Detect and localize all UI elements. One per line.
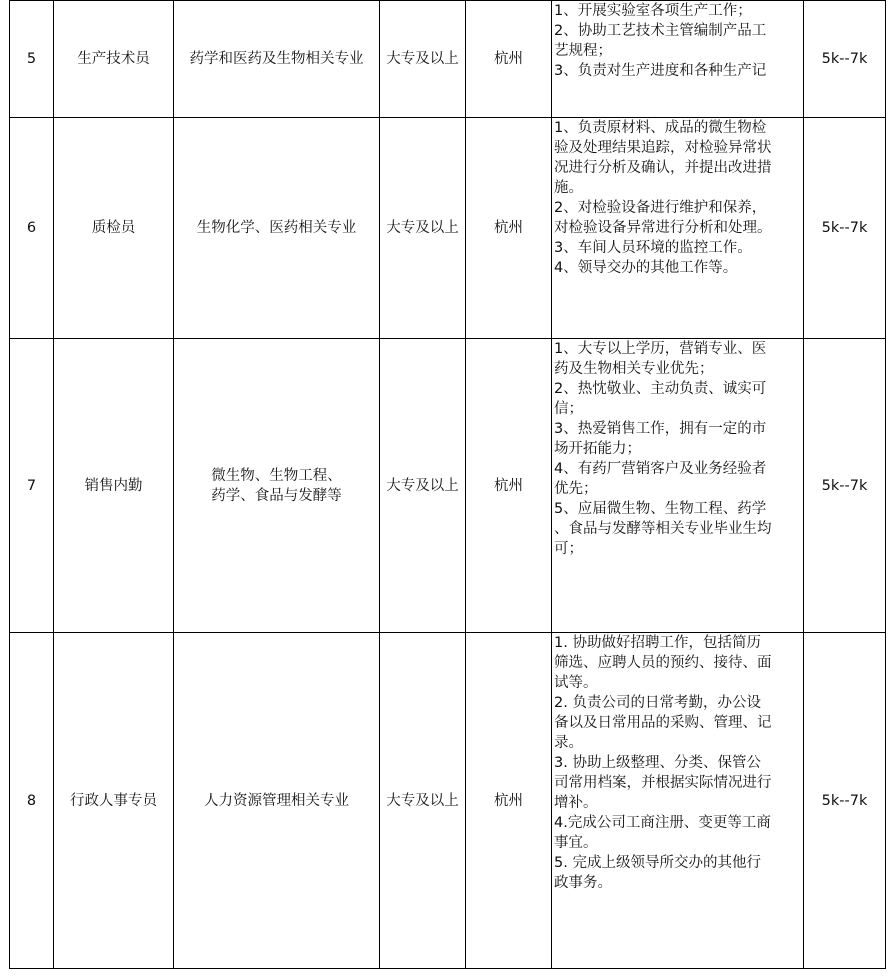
major-cell — [174, 633, 380, 969]
job-table — [9, 0, 886, 969]
duty-line: 增补。 — [554, 795, 598, 811]
duty-line: 3. 协助上级整理、分类、保管公 — [554, 755, 761, 771]
duty-line: 信； — [554, 401, 583, 417]
duty-line: 1、大专以上学历，营销专业、医 — [554, 341, 767, 357]
duty-line: 筛选、应聘人员的预约、接待、面 — [554, 655, 772, 671]
major-cell — [174, 118, 380, 339]
duty-line: 4、有药厂营销客户及业务经验者 — [554, 461, 767, 477]
education-cell: 大专及以上 — [380, 633, 466, 969]
duties-cell — [552, 339, 804, 633]
row-number-cell: 6 — [10, 118, 54, 339]
salary-cell: 5k--7k — [804, 118, 886, 339]
duty-line: 艺规程； — [554, 43, 612, 59]
duty-line: 政事务。 — [554, 875, 612, 891]
table-row — [10, 339, 886, 633]
job-title-cell: 生产技术员 — [54, 1, 174, 118]
education-cell: 大专及以上 — [380, 1, 466, 118]
duty-line: 试等。 — [554, 675, 598, 691]
duty-line: 对检验设备异常进行分析和处理。 — [554, 220, 772, 236]
major-line: 药学和医药及生物相关专业 — [189, 51, 364, 67]
duty-line: 4.完成公司工商注册、变更等工商 — [554, 815, 771, 831]
row-number-cell: 5 — [10, 1, 54, 118]
education-cell: 大专及以上 — [380, 339, 466, 633]
duty-line: 施。 — [554, 180, 583, 196]
duties-cell — [552, 1, 804, 118]
major-cell — [174, 339, 380, 633]
duty-line: 2、对检验设备进行维护和保养， — [554, 200, 767, 216]
duty-line: 场开拓能力； — [554, 441, 641, 457]
duty-line: 优先； — [554, 481, 598, 497]
location-cell: 杭州 — [466, 633, 552, 969]
duty-line: 1、开展实验室各项生产工作； — [554, 3, 752, 19]
job-title-cell: 销售内勤 — [54, 339, 174, 633]
location-cell: 杭州 — [466, 339, 552, 633]
duty-line: 录。 — [554, 735, 583, 751]
duty-line: 可； — [554, 541, 583, 557]
duty-line: 2、协助工艺技术主管编制产品工 — [554, 23, 767, 39]
major-line: 生物化学、医药相关专业 — [196, 220, 357, 236]
table-row — [10, 1, 886, 118]
table-row — [10, 118, 886, 339]
duty-line: 事宜。 — [554, 835, 598, 851]
job-title-cell: 行政人事专员 — [54, 633, 174, 969]
duty-line: 司常用档案，并根据实际情况进行 — [554, 775, 772, 791]
duties-cell — [552, 633, 804, 969]
duty-line: 2. 负责公司的日常考勤，办公设 — [554, 695, 761, 711]
duty-line: 2、热忱敬业、主动负责、诚实可 — [554, 381, 767, 397]
duty-line: 况进行分析及确认，并提出改进措 — [554, 160, 772, 176]
salary-cell: 5k--7k — [804, 1, 886, 118]
location-cell: 杭州 — [466, 1, 552, 118]
salary-cell: 5k--7k — [804, 339, 886, 633]
job-table-body — [10, 1, 886, 969]
duty-line: 3、负责对生产进度和各种生产记 — [554, 63, 767, 79]
job-title-cell: 质检员 — [54, 118, 174, 339]
major-line: 微生物、生物工程、 — [211, 467, 342, 484]
major-line: 人力资源管理相关专业 — [204, 792, 349, 809]
duty-line: 5、应届微生物、生物工程、药学 — [554, 501, 767, 517]
duty-line: 1. 协助做好招聘工作，包括简历 — [554, 635, 761, 651]
duty-line: 3、车间人员环境的监控工作。 — [554, 240, 752, 256]
right-edge-line — [885, 0, 886, 968]
duty-line: 药及生物相关专业优先； — [554, 361, 714, 377]
education-cell: 大专及以上 — [380, 118, 466, 339]
row-number-cell: 7 — [10, 339, 54, 633]
major-cell — [174, 1, 380, 118]
duty-line: 备以及日常用品的采购、管理、记 — [554, 715, 772, 731]
duty-line: 4、领导交办的其他工作等。 — [554, 260, 738, 276]
major-line: 药学、食品与发酵等 — [211, 487, 342, 504]
location-cell: 杭州 — [466, 118, 552, 339]
salary-cell: 5k--7k — [804, 633, 886, 969]
duty-line: 5. 完成上级领导所交办的其他行 — [554, 855, 761, 871]
duty-line: 1、负责原材料、成品的微生物检 — [554, 120, 767, 136]
duty-line: 验及处理结果追踪，对检验异常状 — [554, 140, 772, 156]
duty-line: 3、热爱销售工作，拥有一定的市 — [554, 421, 767, 437]
duties-cell — [552, 118, 804, 339]
table-row — [10, 633, 886, 969]
duty-line: 、食品与发酵等相关专业毕业生均 — [554, 521, 772, 537]
row-number-cell: 8 — [10, 633, 54, 969]
